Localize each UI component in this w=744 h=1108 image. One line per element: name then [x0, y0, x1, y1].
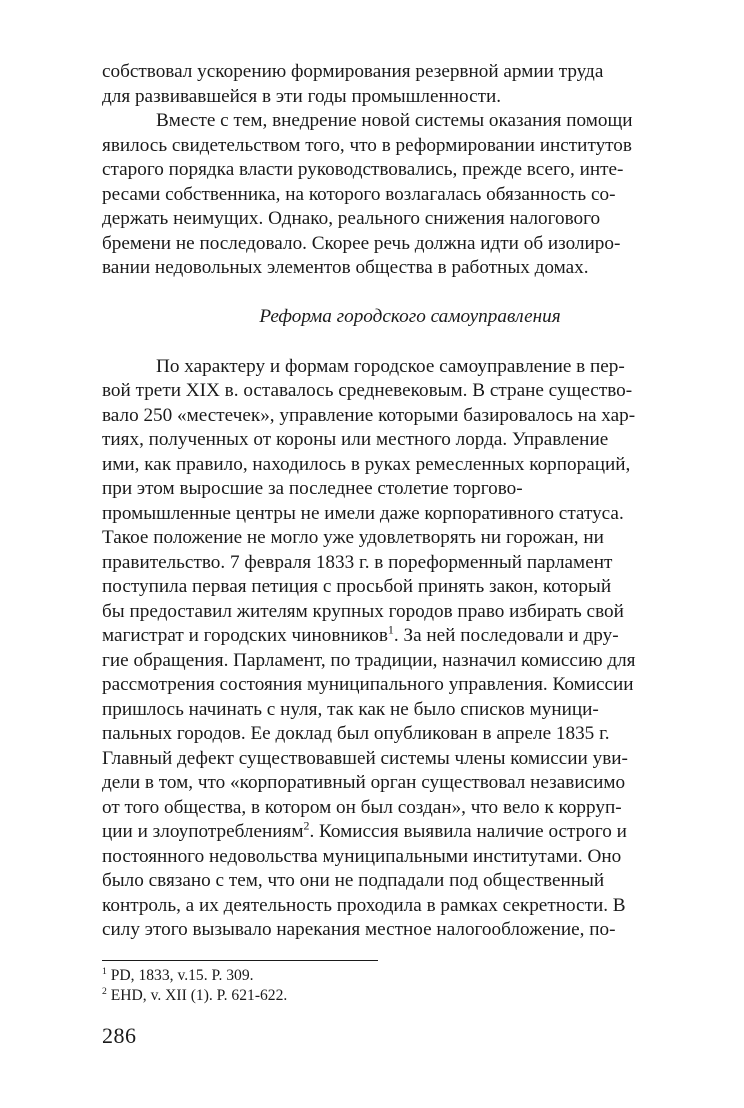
text-segment: магистрат и городских чиновников	[102, 625, 388, 646]
text-line: тиях, полученных от короны или местного лорда. Управление	[102, 429, 609, 450]
footnote-text: EHD, v. XII (1). P. 621-622.	[110, 986, 288, 1004]
footnote-number: 2	[102, 985, 107, 997]
text-line: промышленные центры не имели даже корпоративного статуса.	[102, 502, 624, 524]
footnote-ref-2[interactable]: 2	[303, 818, 310, 833]
text-line: дели в том, что «корпоративный орган существовал независимо	[102, 772, 626, 793]
footnote-item	[102, 986, 502, 1006]
footnote-number: 1	[102, 965, 107, 977]
text-line: ресами собственника, на которого возлагалась обязанность со-	[102, 183, 616, 205]
text-line	[102, 624, 694, 649]
paragraph-2	[102, 109, 694, 281]
text-line: было связано с тем, что они не подпадали под общественный	[102, 870, 605, 891]
text-line: ими, как правило, находилось в руках ремесленных корпораций,	[102, 453, 631, 475]
text-line: силу этого вызывало нарекания местное налогообложение, по-	[102, 919, 616, 940]
page-body	[102, 60, 694, 943]
text-line: поступила первая петиция с просьбой принять закон, который	[102, 576, 612, 597]
text-line: Главный дефект существовавшей системы члены комиссии уви-	[102, 747, 628, 769]
text-line: бремени не последовало. Скорее речь должна идти об изолиро-	[102, 232, 621, 254]
text-segment: ции и злоупотреблениям	[102, 821, 304, 842]
text-line: Такое положение не могло уже удовлетворять ни горожан, ни	[102, 527, 604, 548]
text-line: от того общества, в котором он был создан», что вело к корруп-	[102, 796, 622, 818]
text-line: вало 250 «местечек», управление которыми базировалось на хар-	[102, 404, 636, 426]
footnote-item	[102, 966, 502, 986]
paragraph-3	[102, 355, 694, 943]
text-line: гие обращения. Парламент, по традиции, назначил комиссию для	[102, 649, 636, 671]
text-line: рассмотрения состояния муниципального управления. Комиссии	[102, 674, 634, 695]
text-line: вой трети XIX в. оставалось средневековым. В стране существо-	[102, 380, 633, 401]
text-line: постоянного недовольства муниципальными институтами. Оно	[102, 845, 622, 867]
text-line: пальных городов. Ее доклад был опубликован в апреле 1835 г.	[102, 723, 610, 744]
text-line: собствовал ускорению формирования резервной армии труда	[102, 61, 604, 82]
text-line: бы предоставил жителям крупных городов право избирать свой	[102, 600, 624, 622]
footnote-ref-1[interactable]: 1	[387, 622, 394, 637]
text-line: явилось свидетельством того, что в реформировании институтов	[102, 134, 632, 156]
text-line: Вместе с тем, внедрение новой системы оказания помощи	[156, 110, 633, 131]
footnote-divider	[102, 960, 378, 961]
section-heading: Реформа городского самоуправления	[259, 305, 561, 327]
text-line: правительство. 7 февраля 1833 г. в пореформенный парламент	[102, 551, 613, 573]
text-line: для развивавшейся в эти годы промышленности.	[102, 85, 502, 107]
footnotes	[102, 966, 502, 1005]
footnote-text: PD, 1833, v.15. P. 309.	[110, 967, 254, 984]
text-line	[102, 820, 694, 845]
page-number: 286	[102, 1023, 137, 1048]
text-segment: . Комиссия выявила наличие острого и	[309, 821, 627, 842]
text-line: держать неимущих. Однако, реального снижения налогового	[102, 208, 601, 229]
paragraph-1	[102, 60, 694, 109]
text-line: при этом выросшие за последнее столетие торгово-	[102, 478, 523, 499]
text-segment: . За ней последовали и дру-	[393, 625, 619, 646]
text-line: вании недовольных элементов общества в работных домах.	[102, 257, 589, 278]
text-line: старого порядка власти руководствовались, прежде всего, инте-	[102, 159, 624, 180]
text-line: По характеру и формам городское самоуправление в пер-	[156, 355, 625, 377]
text-line: пришлось начинать с нуля, так как не было списков муници-	[102, 698, 599, 720]
text-line: контроль, а их деятельность проходила в рамках секретности. В	[102, 894, 626, 916]
